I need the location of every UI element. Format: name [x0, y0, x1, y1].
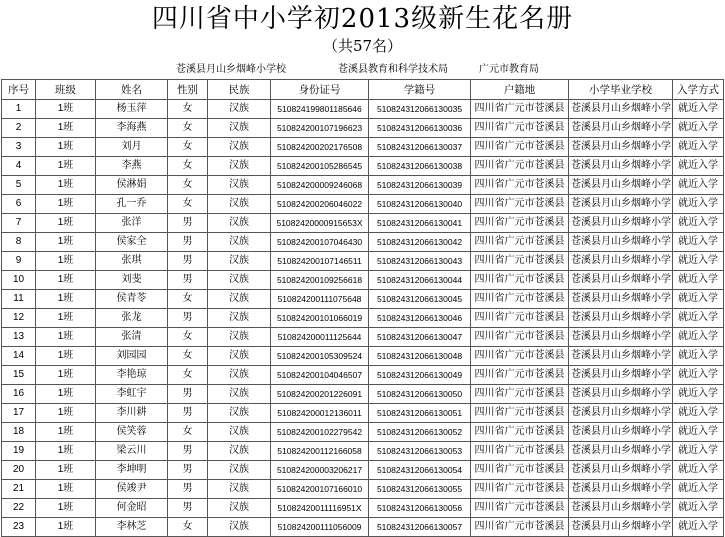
- cell-name: 侯淋娟: [96, 176, 168, 195]
- cell-class: 1班: [36, 480, 96, 499]
- cell-admission: 就近入学: [673, 328, 724, 347]
- cell-student-id: 510824312066130045: [369, 290, 471, 309]
- header-hukou: 户籍地: [471, 80, 569, 100]
- table-row: [2, 214, 724, 233]
- cell-gender: 男: [168, 271, 208, 290]
- cell-gender: 男: [168, 233, 208, 252]
- cell-no: 10: [2, 271, 36, 290]
- cell-no: 13: [2, 328, 36, 347]
- cell-admission: 就近入学: [673, 461, 724, 480]
- cell-primary-school: 苍溪县月山乡烟峰小学: [569, 195, 673, 214]
- cell-student-id: 510824312066130039: [369, 176, 471, 195]
- cell-id-number: 510824200107166010: [271, 480, 369, 499]
- cell-id-number: 510824200202176508: [271, 138, 369, 157]
- cell-ethnicity: 汉族: [208, 328, 271, 347]
- cell-no: 7: [2, 214, 36, 233]
- header-primary-school: 小学毕业学校: [569, 80, 673, 100]
- cell-gender: 男: [168, 385, 208, 404]
- cell-student-id: 510824312066130038: [369, 157, 471, 176]
- cell-primary-school: 苍溪县月山乡烟峰小学: [569, 214, 673, 233]
- cell-admission: 就近入学: [673, 214, 724, 233]
- cell-id-number: 510824200107146511: [271, 252, 369, 271]
- cell-primary-school: 苍溪县月山乡烟峰小学: [569, 442, 673, 461]
- cell-id-number: 510824200101066019: [271, 309, 369, 328]
- cell-no: 2: [2, 119, 36, 138]
- cell-student-id: 510824312066130046: [369, 309, 471, 328]
- cell-hukou: 四川省广元市苍溪县: [471, 366, 569, 385]
- cell-class: 1班: [36, 233, 96, 252]
- cell-student-id: 510824312066130049: [369, 366, 471, 385]
- header-student-id: 学籍号: [369, 80, 471, 100]
- cell-ethnicity: 汉族: [208, 233, 271, 252]
- cell-primary-school: 苍溪县月山乡烟峰小学: [569, 290, 673, 309]
- cell-primary-school: 苍溪县月山乡烟峰小学: [569, 518, 673, 537]
- cell-id-number: 510824200109256618: [271, 271, 369, 290]
- cell-id-number: 510824200105309524: [271, 347, 369, 366]
- cell-class: 1班: [36, 518, 96, 537]
- cell-primary-school: 苍溪县月山乡烟峰小学: [569, 366, 673, 385]
- cell-student-id: 510824312066130052: [369, 423, 471, 442]
- cell-admission: 就近入学: [673, 366, 724, 385]
- header-admission: 入学方式: [673, 80, 724, 100]
- cell-hukou: 四川省广元市苍溪县: [471, 214, 569, 233]
- cell-primary-school: 苍溪县月山乡烟峰小学: [569, 309, 673, 328]
- cell-gender: 女: [168, 195, 208, 214]
- cell-ethnicity: 汉族: [208, 100, 271, 119]
- cell-admission: 就近入学: [673, 423, 724, 442]
- cell-hukou: 四川省广元市苍溪县: [471, 347, 569, 366]
- cell-hukou: 四川省广元市苍溪县: [471, 309, 569, 328]
- cell-no: 8: [2, 233, 36, 252]
- cell-ethnicity: 汉族: [208, 480, 271, 499]
- cell-gender: 女: [168, 176, 208, 195]
- cell-gender: 男: [168, 461, 208, 480]
- cell-student-id: 510824312066130035: [369, 100, 471, 119]
- cell-primary-school: 苍溪县月山乡烟峰小学: [569, 423, 673, 442]
- cell-ethnicity: 汉族: [208, 461, 271, 480]
- cell-primary-school: 苍溪县月山乡烟峰小学: [569, 347, 673, 366]
- cell-no: 22: [2, 499, 36, 518]
- cell-ethnicity: 汉族: [208, 271, 271, 290]
- cell-class: 1班: [36, 271, 96, 290]
- cell-gender: 男: [168, 309, 208, 328]
- cell-class: 1班: [36, 461, 96, 480]
- cell-class: 1班: [36, 499, 96, 518]
- cell-class: 1班: [36, 119, 96, 138]
- cell-ethnicity: 汉族: [208, 385, 271, 404]
- cell-ethnicity: 汉族: [208, 518, 271, 537]
- cell-name: 李海燕: [96, 119, 168, 138]
- cell-id-number: 510824200105286545: [271, 157, 369, 176]
- cell-name: 孔一乔: [96, 195, 168, 214]
- cell-ethnicity: 汉族: [208, 138, 271, 157]
- table-row: [2, 480, 724, 499]
- cell-hukou: 四川省广元市苍溪县: [471, 423, 569, 442]
- table-row: [2, 309, 724, 328]
- table-row: [2, 442, 724, 461]
- cell-student-id: 510824312066130055: [369, 480, 471, 499]
- cell-hukou: 四川省广元市苍溪县: [471, 480, 569, 499]
- cell-no: 17: [2, 404, 36, 423]
- cell-class: 1班: [36, 404, 96, 423]
- cell-primary-school: 苍溪县月山乡烟峰小学: [569, 328, 673, 347]
- cell-class: 1班: [36, 442, 96, 461]
- cell-no: 1: [2, 100, 36, 119]
- cell-admission: 就近入学: [673, 157, 724, 176]
- cell-no: 21: [2, 480, 36, 499]
- cell-primary-school: 苍溪县月山乡烟峰小学: [569, 138, 673, 157]
- issuing-bureau: 苍溪县教育和科学技术局: [338, 64, 448, 75]
- cell-admission: 就近入学: [673, 100, 724, 119]
- cell-no: 18: [2, 423, 36, 442]
- table-row: [2, 290, 724, 309]
- cell-class: 1班: [36, 347, 96, 366]
- table-header-row: [2, 80, 724, 100]
- cell-no: 23: [2, 518, 36, 537]
- cell-hukou: 四川省广元市苍溪县: [471, 385, 569, 404]
- issuing-city-bureau: 广元市教育局: [479, 64, 539, 75]
- cell-student-id: 510824312066130047: [369, 328, 471, 347]
- cell-gender: 女: [168, 518, 208, 537]
- cell-name: 侯竣尹: [96, 480, 168, 499]
- cell-class: 1班: [36, 214, 96, 233]
- cell-admission: 就近入学: [673, 442, 724, 461]
- cell-id-number: 510824200102279542: [271, 423, 369, 442]
- cell-hukou: 四川省广元市苍溪县: [471, 100, 569, 119]
- cell-name: 张洋: [96, 214, 168, 233]
- table-row: [2, 461, 724, 480]
- cell-hukou: 四川省广元市苍溪县: [471, 176, 569, 195]
- cell-class: 1班: [36, 309, 96, 328]
- document-title: 四川省中小学初2013级新生花名册: [151, 4, 574, 34]
- cell-id-number: 51082420000915653X: [271, 214, 369, 233]
- cell-gender: 男: [168, 499, 208, 518]
- cell-no: 3: [2, 138, 36, 157]
- cell-class: 1班: [36, 138, 96, 157]
- cell-id-number: 51082420011116951X: [271, 499, 369, 518]
- cell-gender: 女: [168, 138, 208, 157]
- cell-gender: 女: [168, 423, 208, 442]
- cell-primary-school: 苍溪县月山乡烟峰小学: [569, 176, 673, 195]
- cell-name: 张龙: [96, 309, 168, 328]
- cell-primary-school: 苍溪县月山乡烟峰小学: [569, 252, 673, 271]
- cell-gender: 男: [168, 480, 208, 499]
- cell-id-number: 510824200112166058: [271, 442, 369, 461]
- cell-name: 刘月: [96, 138, 168, 157]
- header-class: 班级: [36, 80, 96, 100]
- cell-admission: 就近入学: [673, 309, 724, 328]
- table-row: [2, 195, 724, 214]
- cell-ethnicity: 汉族: [208, 404, 271, 423]
- cell-ethnicity: 汉族: [208, 252, 271, 271]
- cell-ethnicity: 汉族: [208, 423, 271, 442]
- cell-gender: 男: [168, 214, 208, 233]
- table-row: [2, 138, 724, 157]
- cell-primary-school: 苍溪县月山乡烟峰小学: [569, 100, 673, 119]
- cell-name: 侯家全: [96, 233, 168, 252]
- cell-admission: 就近入学: [673, 176, 724, 195]
- cell-no: 19: [2, 442, 36, 461]
- cell-class: 1班: [36, 423, 96, 442]
- cell-ethnicity: 汉族: [208, 499, 271, 518]
- cell-student-id: 510824312066130051: [369, 404, 471, 423]
- cell-name: 杨玉萍: [96, 100, 168, 119]
- cell-primary-school: 苍溪县月山乡烟峰小学: [569, 157, 673, 176]
- cell-class: 1班: [36, 366, 96, 385]
- cell-id-number: 510824200107196623: [271, 119, 369, 138]
- cell-id-number: 510824200003206217: [271, 461, 369, 480]
- cell-name: 张琪: [96, 252, 168, 271]
- cell-no: 9: [2, 252, 36, 271]
- table-row: [2, 233, 724, 252]
- table-row: [2, 176, 724, 195]
- header-name: 姓名: [96, 80, 168, 100]
- cell-ethnicity: 汉族: [208, 157, 271, 176]
- cell-class: 1班: [36, 328, 96, 347]
- cell-student-id: 510824312066130036: [369, 119, 471, 138]
- cell-no: 5: [2, 176, 36, 195]
- cell-ethnicity: 汉族: [208, 119, 271, 138]
- table-row: [2, 385, 724, 404]
- cell-gender: 男: [168, 404, 208, 423]
- cell-hukou: 四川省广元市苍溪县: [471, 233, 569, 252]
- cell-class: 1班: [36, 157, 96, 176]
- cell-admission: 就近入学: [673, 252, 724, 271]
- cell-gender: 女: [168, 347, 208, 366]
- cell-hukou: 四川省广元市苍溪县: [471, 119, 569, 138]
- table-row: [2, 518, 724, 537]
- table-row: [2, 499, 724, 518]
- cell-id-number: 510824200111075648: [271, 290, 369, 309]
- cell-admission: 就近入学: [673, 271, 724, 290]
- cell-student-id: 510824312066130040: [369, 195, 471, 214]
- cell-primary-school: 苍溪县月山乡烟峰小学: [569, 271, 673, 290]
- cell-gender: 女: [168, 328, 208, 347]
- table-row: [2, 252, 724, 271]
- cell-student-id: 510824312066130048: [369, 347, 471, 366]
- cell-name: 李林芝: [96, 518, 168, 537]
- cell-no: 14: [2, 347, 36, 366]
- cell-no: 4: [2, 157, 36, 176]
- cell-gender: 男: [168, 442, 208, 461]
- cell-no: 16: [2, 385, 36, 404]
- cell-id-number: 510824200107046430: [271, 233, 369, 252]
- header-id-number: 身份证号: [271, 80, 369, 100]
- cell-admission: 就近入学: [673, 195, 724, 214]
- cell-name: 李虹宇: [96, 385, 168, 404]
- cell-admission: 就近入学: [673, 138, 724, 157]
- cell-id-number: 510824200206046022: [271, 195, 369, 214]
- cell-gender: 女: [168, 119, 208, 138]
- cell-ethnicity: 汉族: [208, 309, 271, 328]
- cell-gender: 男: [168, 252, 208, 271]
- cell-student-id: 510824312066130037: [369, 138, 471, 157]
- cell-student-id: 510824312066130056: [369, 499, 471, 518]
- table-row: [2, 271, 724, 290]
- cell-class: 1班: [36, 290, 96, 309]
- cell-admission: 就近入学: [673, 480, 724, 499]
- cell-admission: 就近入学: [673, 233, 724, 252]
- cell-id-number: 510824199801185646: [271, 100, 369, 119]
- cell-id-number: 510824200104046507: [271, 366, 369, 385]
- cell-class: 1班: [36, 176, 96, 195]
- cell-admission: 就近入学: [673, 404, 724, 423]
- student-roster-table: [1, 79, 724, 537]
- cell-hukou: 四川省广元市苍溪县: [471, 499, 569, 518]
- cell-gender: 女: [168, 366, 208, 385]
- cell-no: 11: [2, 290, 36, 309]
- table-row: [2, 100, 724, 119]
- cell-student-id: 510824312066130053: [369, 442, 471, 461]
- cell-primary-school: 苍溪县月山乡烟峰小学: [569, 119, 673, 138]
- cell-hukou: 四川省广元市苍溪县: [471, 328, 569, 347]
- document-subtitle: （共57名）: [322, 37, 403, 55]
- cell-no: 12: [2, 309, 36, 328]
- cell-hukou: 四川省广元市苍溪县: [471, 271, 569, 290]
- table-row: [2, 347, 724, 366]
- cell-name: 张清: [96, 328, 168, 347]
- cell-ethnicity: 汉族: [208, 290, 271, 309]
- cell-name: 李坤明: [96, 461, 168, 480]
- table-row: [2, 366, 724, 385]
- cell-student-id: 510824312066130050: [369, 385, 471, 404]
- cell-name: 侯笑蓉: [96, 423, 168, 442]
- header-no: 序号: [2, 80, 36, 100]
- table-row: [2, 328, 724, 347]
- cell-hukou: 四川省广元市苍溪县: [471, 404, 569, 423]
- cell-primary-school: 苍溪县月山乡烟峰小学: [569, 385, 673, 404]
- cell-gender: 女: [168, 290, 208, 309]
- cell-name: 刘斐: [96, 271, 168, 290]
- cell-ethnicity: 汉族: [208, 195, 271, 214]
- cell-no: 6: [2, 195, 36, 214]
- cell-admission: 就近入学: [673, 119, 724, 138]
- cell-hukou: 四川省广元市苍溪县: [471, 518, 569, 537]
- cell-primary-school: 苍溪县月山乡烟峰小学: [569, 461, 673, 480]
- cell-primary-school: 苍溪县月山乡烟峰小学: [569, 404, 673, 423]
- cell-id-number: 510824200201226091: [271, 385, 369, 404]
- cell-admission: 就近入学: [673, 518, 724, 537]
- cell-admission: 就近入学: [673, 385, 724, 404]
- cell-hukou: 四川省广元市苍溪县: [471, 461, 569, 480]
- cell-gender: 女: [168, 100, 208, 119]
- cell-student-id: 510824312066130041: [369, 214, 471, 233]
- cell-id-number: 510824200111056009: [271, 518, 369, 537]
- cell-ethnicity: 汉族: [208, 176, 271, 195]
- cell-admission: 就近入学: [673, 499, 724, 518]
- cell-class: 1班: [36, 100, 96, 119]
- cell-class: 1班: [36, 385, 96, 404]
- cell-student-id: 510824312066130057: [369, 518, 471, 537]
- issuing-school: 苍溪县月山乡烟峰小学校: [176, 64, 286, 75]
- cell-class: 1班: [36, 252, 96, 271]
- cell-ethnicity: 汉族: [208, 347, 271, 366]
- cell-hukou: 四川省广元市苍溪县: [471, 252, 569, 271]
- cell-ethnicity: 汉族: [208, 366, 271, 385]
- cell-name: 梁云川: [96, 442, 168, 461]
- cell-hukou: 四川省广元市苍溪县: [471, 157, 569, 176]
- cell-hukou: 四川省广元市苍溪县: [471, 138, 569, 157]
- cell-class: 1班: [36, 195, 96, 214]
- cell-student-id: 510824312066130043: [369, 252, 471, 271]
- cell-name: 李燕: [96, 157, 168, 176]
- cell-student-id: 510824312066130042: [369, 233, 471, 252]
- cell-student-id: 510824312066130044: [369, 271, 471, 290]
- table-row: [2, 157, 724, 176]
- cell-name: 何金昭: [96, 499, 168, 518]
- cell-hukou: 四川省广元市苍溪县: [471, 195, 569, 214]
- cell-id-number: 510824200011125644: [271, 328, 369, 347]
- cell-primary-school: 苍溪县月山乡烟峰小学: [569, 480, 673, 499]
- table-row: [2, 119, 724, 138]
- cell-id-number: 510824200012136011: [271, 404, 369, 423]
- cell-name: 李艳琼: [96, 366, 168, 385]
- header-ethnicity: 民族: [208, 80, 271, 100]
- cell-hukou: 四川省广元市苍溪县: [471, 442, 569, 461]
- cell-primary-school: 苍溪县月山乡烟峰小学: [569, 499, 673, 518]
- cell-admission: 就近入学: [673, 347, 724, 366]
- cell-name: 刘园园: [96, 347, 168, 366]
- cell-admission: 就近入学: [673, 290, 724, 309]
- cell-name: 侯青苓: [96, 290, 168, 309]
- header-gender: 性别: [168, 80, 208, 100]
- cell-ethnicity: 汉族: [208, 442, 271, 461]
- cell-no: 20: [2, 461, 36, 480]
- cell-primary-school: 苍溪县月山乡烟峰小学: [569, 233, 673, 252]
- cell-no: 15: [2, 366, 36, 385]
- table-row: [2, 404, 724, 423]
- cell-id-number: 510824200009246068: [271, 176, 369, 195]
- cell-name: 李川耕: [96, 404, 168, 423]
- cell-hukou: 四川省广元市苍溪县: [471, 290, 569, 309]
- cell-student-id: 510824312066130054: [369, 461, 471, 480]
- cell-gender: 女: [168, 157, 208, 176]
- table-row: [2, 423, 724, 442]
- cell-ethnicity: 汉族: [208, 214, 271, 233]
